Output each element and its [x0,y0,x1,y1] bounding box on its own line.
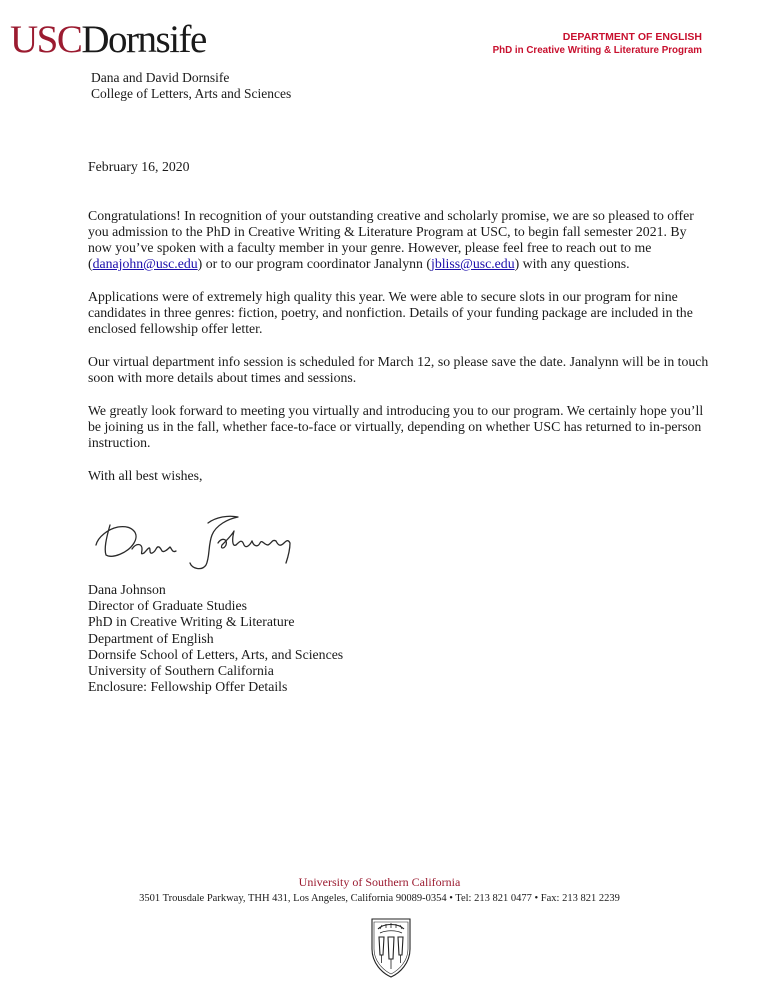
email-link-jbliss[interactable]: jbliss@usc.edu [430,256,515,271]
signer-university: University of Southern California [88,663,274,679]
signer-title: Director of Graduate Studies [88,598,247,614]
program-name: PhD in Creative Writing & Literature Program [492,45,702,56]
logo-dornsife-text: Dornsife [81,18,206,61]
p1-text-b: ) or to our program coordinator Janalynn ( [197,256,431,271]
enclosure-line: Enclosure: Fellowship Offer Details [88,679,288,695]
usc-dornsife-logo [10,20,206,59]
letterhead-footer [0,875,759,905]
department-header [493,31,702,57]
closing-line: With all best wishes, [88,468,203,483]
signer-name: Dana Johnson [88,582,166,597]
signature-block [88,582,343,695]
department-name: DEPARTMENT OF ENGLISH [562,31,702,43]
paragraph-congratulations [88,208,713,272]
signer-school: Dornsife School of Letters, Arts, and Sciences [88,646,344,662]
p1-text-c: ) with any questions. [514,256,630,271]
college-name [91,70,291,102]
usc-seal-icon [368,915,414,979]
college-line-2: College of Letters, Arts and Sciences [91,86,292,101]
college-line-1: Dana and David Dornsife [91,70,230,85]
paragraph-info-session: Our virtual department info session is scheduled for March 12, so please save the date. Janalynn will be in touch soon with more details about times and sessions. [88,354,709,385]
letter-date: February 16, 2020 [88,159,190,174]
email-link-danajohn[interactable]: danajohn@usc.edu [92,256,198,271]
handwritten-signature [88,505,318,577]
letter-body [88,159,713,484]
p1-text-a: Congratulations! In recognition of your outstanding creative and scholarly promise, we are so pleased to offer you admission to the PhD in Creative Writing & Literature Program at USC, to begin fall semester 2021. By now you’ve spoken with a faculty member in your genre. However, please feel free to reach out to me ( [88,208,694,271]
logo-usc-text: USC [10,18,82,61]
signer-department: Department of English [88,630,214,646]
signer-program: PhD in Creative Writing & Literature [88,614,295,630]
footer-university: University of Southern California [298,875,461,889]
paragraph-looking-forward: We greatly look forward to meeting you virtually and introducing you to our program. We certainly hope you’ll be joining us in the fall, whether face-to-face or virtually, depending on whether USC has returned to in-person instruction. [88,403,704,450]
paragraph-applications: Applications were of extremely high quality this year. We were able to secure slots in our program for nine candidates in three genres: fiction, poetry, and nonfiction. Details of your funding package are included in the enclosed fellowship offer letter. [88,289,693,336]
footer-address: 3501 Trousdale Parkway, THH 431, Los Angeles, California 90089-0354 • Tel: 213 821 0477 • Fax: 213 821 2239 [139,893,620,904]
